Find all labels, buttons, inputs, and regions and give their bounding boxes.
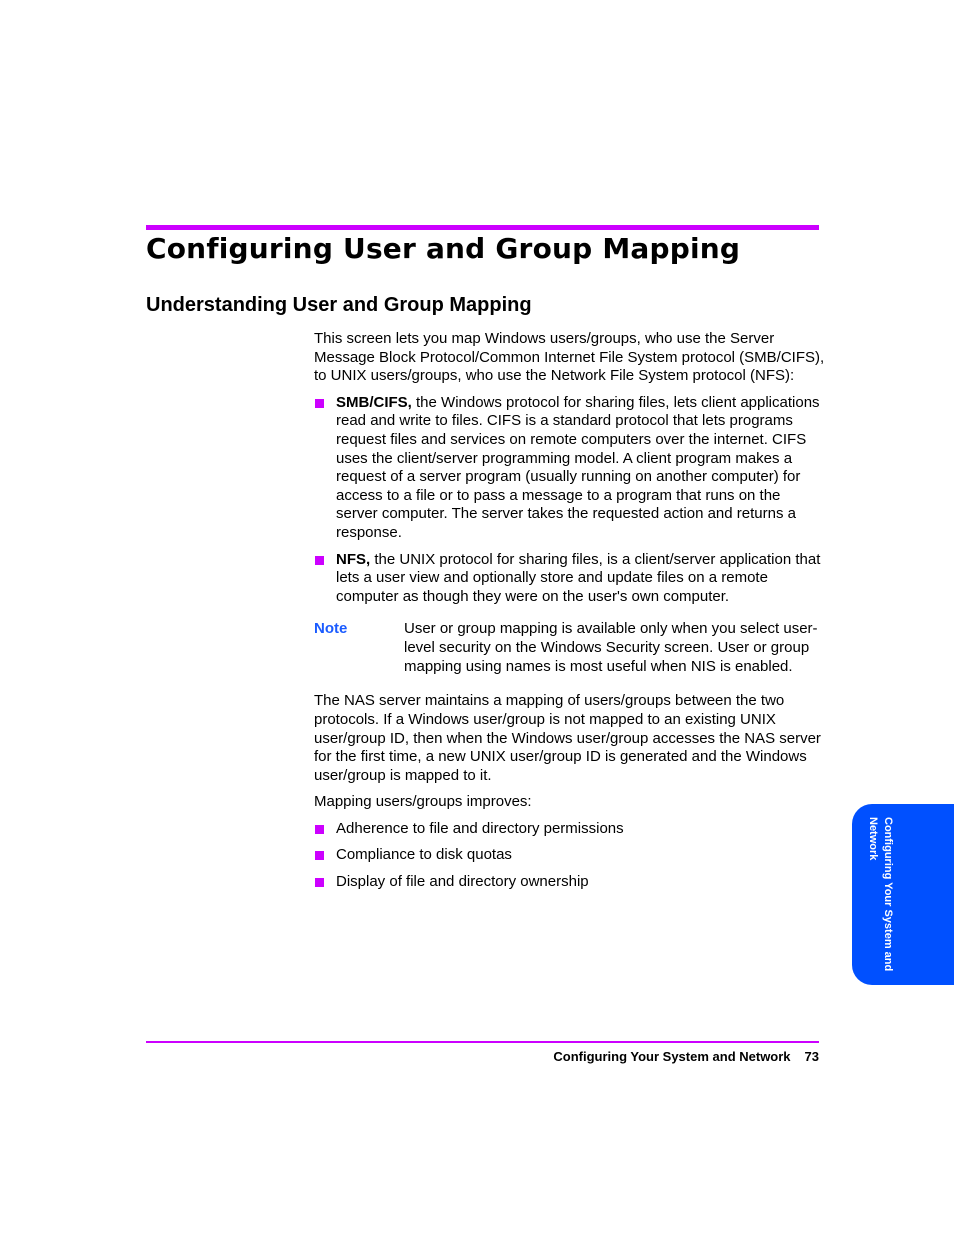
- improvements-list: [314, 820, 826, 892]
- protocol-description: the Windows protocol for sharing files, lets client applications read and write to files. CIFS is a standard protocol that lets programs request files and services on remote computers over the internet. CIFS uses the client/server programming model. A client program makes a request of a server program (usually running on another computer) for access to a file or to pass a message to a program that runs on the server computer. The server takes the requested action and returns a response.: [336, 393, 820, 541]
- improvement-text: Display of file and directory ownership: [336, 873, 589, 891]
- improvement-text: Adherence to file and directory permissions: [336, 819, 624, 837]
- mapping-paragraph: The NAS server maintains a mapping of users/groups between the two protocols. If a Windows user/group is not mapped to an existing UNIX user/group ID, then when the Windows user/group accesses the NAS server for the first time, a new UNIX user/group ID is generated and the Windows user/group is mapped to it.: [314, 692, 821, 784]
- bullet-square-icon: [315, 878, 324, 887]
- page-title: Configuring User and Group Mapping: [146, 232, 741, 265]
- page-number: 73: [804, 1049, 819, 1064]
- list-item: [314, 551, 826, 607]
- list-item: [314, 820, 826, 839]
- chapter-tab-label: Configuring Your System and Network: [867, 817, 894, 972]
- body-content: [314, 330, 826, 900]
- protocol-description: the UNIX protocol for sharing files, is a client/server application that lets a user view and optionally store and update files on a remote computer as though they were on the user's own computer.: [336, 550, 821, 605]
- protocol-term: SMB/CIFS,: [336, 393, 412, 411]
- protocol-term: NFS,: [336, 550, 371, 568]
- list-item: [314, 394, 826, 543]
- bottom-rule: [146, 1041, 819, 1043]
- note-text: User or group mapping is available only when you select user-level security on the Windows Security screen. User or group mapping using names is most useful when NIS is enabled.: [404, 620, 818, 675]
- improvement-text: Compliance to disk quotas: [336, 846, 512, 864]
- section-heading: Understanding User and Group Mapping: [146, 294, 532, 316]
- bullet-square-icon: [315, 556, 324, 565]
- top-rule: [146, 225, 819, 230]
- footer-section-title: Configuring Your System and Network: [553, 1049, 791, 1064]
- note-block: [314, 620, 826, 676]
- improves-intro: Mapping users/groups improves:: [314, 793, 532, 811]
- bullet-square-icon: [315, 825, 324, 834]
- list-item: [314, 873, 826, 892]
- note-label: Note: [314, 620, 348, 638]
- intro-paragraph: This screen lets you map Windows users/groups, who use the Server Message Block Protocol/Common Internet File System protocol (SMB/CIFS), to UNIX users/groups, who use the Network File System protocol (NFS):: [314, 330, 825, 385]
- protocol-list: [314, 394, 826, 607]
- bullet-square-icon: [315, 851, 324, 860]
- bullet-square-icon: [315, 399, 324, 408]
- list-item: [314, 846, 826, 865]
- page-footer: [553, 1049, 819, 1064]
